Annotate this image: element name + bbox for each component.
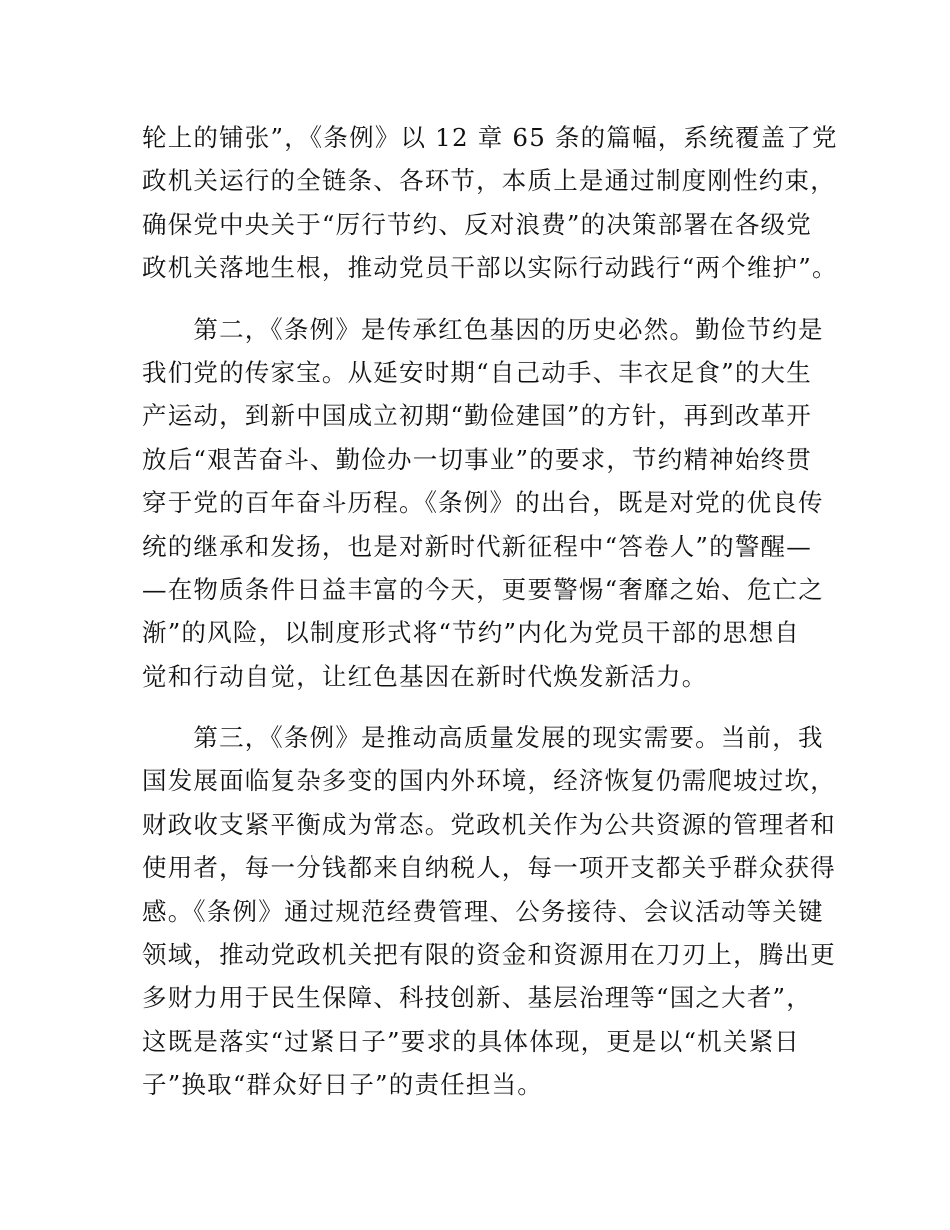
text-line: 觉和行动自觉，让红色基因在新时代焕发新活力。 bbox=[142, 661, 708, 691]
paragraph-2 bbox=[142, 308, 824, 699]
text-line: 确保党中央关于“厉行节约、反对浪费”的决策部署在各级党 bbox=[142, 209, 812, 239]
paragraph-spacer bbox=[142, 698, 814, 716]
text-line: 统的继承和发扬，也是对新时代新征程中“答卷人”的警醒— bbox=[142, 531, 812, 561]
text-line: 感。《条例》通过规范经费管理、公务接待、会议活动等关键 bbox=[142, 896, 824, 926]
text-line: 子”换取“群众好日子”的责任担当。 bbox=[142, 1070, 543, 1100]
text-line: —在物质条件日益丰富的今天，更要警惕“奢靡之始、危亡之 bbox=[142, 574, 824, 604]
text-line: 领域，推动党政机关把有限的资金和资源用在刀刃上，腾出更 bbox=[142, 940, 836, 970]
text-line: 渐”的风险，以制度形式将“节约”内化为党员干部的思想自 bbox=[142, 618, 800, 648]
text-line: 政机关落地生根，推动党员干部以实际行动践行“两个维护”。 bbox=[142, 253, 838, 283]
text-line: 我们党的传家宝。从延安时期“自己动手、丰衣足食”的大生 bbox=[142, 357, 812, 387]
text-line: 第三，《条例》是推动高质量发展的现实需要。当前，我 bbox=[142, 723, 824, 753]
document-body bbox=[142, 116, 838, 1107]
paragraph-spacer bbox=[142, 290, 814, 308]
text-line: 政机关运行的全链条、各环节，本质上是通过制度刚性约束， bbox=[142, 166, 836, 196]
paragraph-1 bbox=[142, 116, 838, 290]
paragraph-3 bbox=[142, 716, 836, 1107]
text-line: 第二，《条例》是传承红色基因的历史必然。勤俭节约是 bbox=[142, 314, 824, 344]
text-line: 轮上的铺张”，《条例》以 12 章 65 条的篇幅，系统覆盖了党 bbox=[142, 123, 838, 152]
text-line: 产运动，到新中国成立初期“勤俭建国”的方针，再到改革开 bbox=[142, 401, 812, 431]
text-line: 穿于党的百年奋斗历程。《条例》的出台，既是对党的优良传 bbox=[142, 488, 824, 518]
text-line: 多财力用于民生保障、科技创新、基层治理等“国之大者”， bbox=[142, 983, 812, 1013]
text-line: 国发展面临复杂多变的国内外环境，经济恢复仍需爬坡过坎， bbox=[142, 766, 836, 796]
text-line: 使用者，每一分钱都来自纳税人，每一项开支都关乎群众获得 bbox=[142, 853, 836, 883]
text-line: 财政收支紧平衡成为常态。党政机关作为公共资源的管理者和 bbox=[142, 809, 836, 839]
text-line: 放后“艰苦奋斗、勤俭办一切事业”的要求，节约精神始终贯 bbox=[142, 444, 812, 474]
text-line: 这既是落实“过紧日子”要求的具体体现，更是以“机关紧日 bbox=[142, 1026, 800, 1056]
